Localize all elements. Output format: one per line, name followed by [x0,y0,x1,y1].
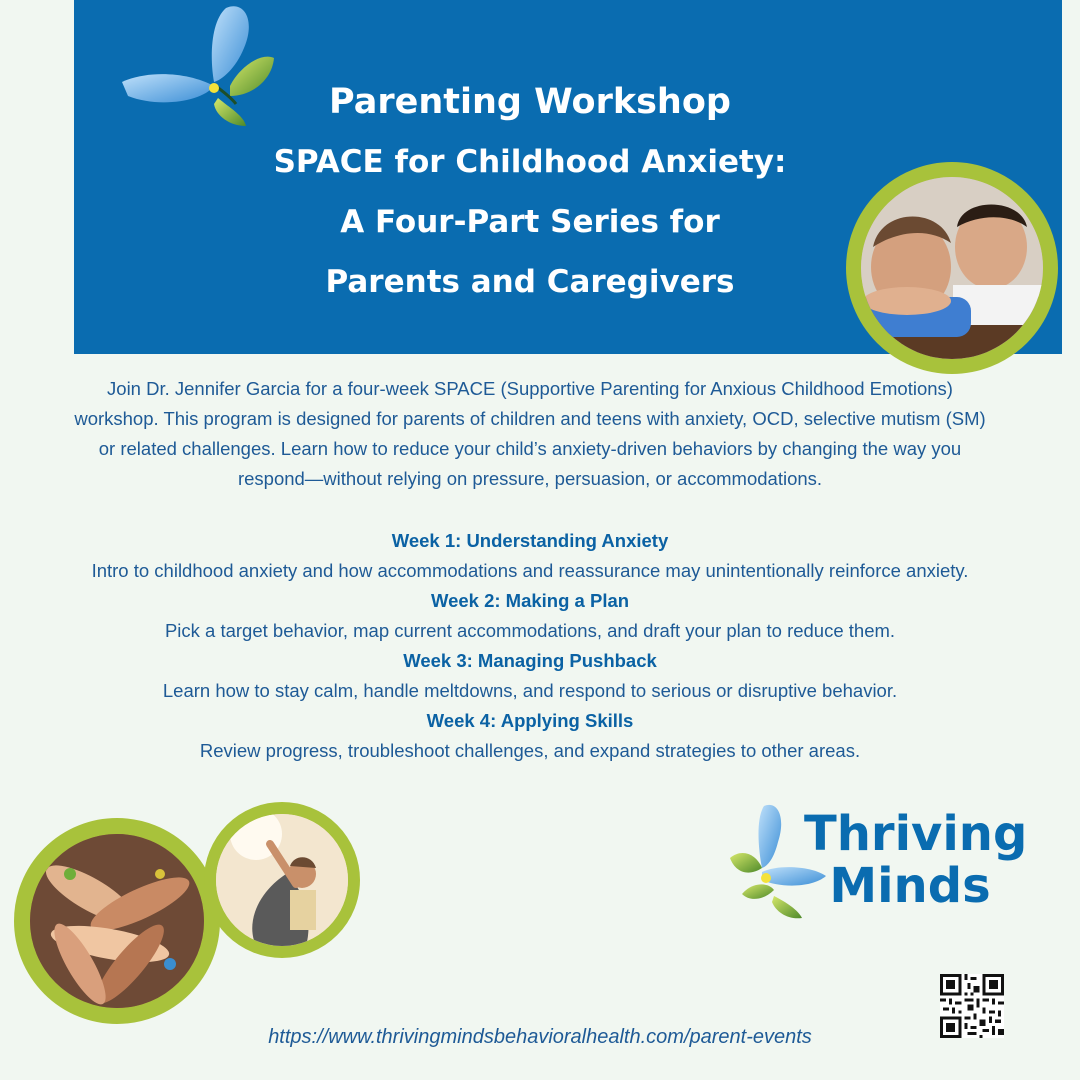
title-line-3: A Four-Part Series for [340,204,720,240]
title-line-1: Parenting Workshop [329,82,731,122]
week-3-description: Learn how to stay calm, handle meltdowns, and respond to serious or disruptive behavior. [162,680,898,701]
week-1-title: Week 1: Understanding Anxiety [391,530,669,551]
title-line-2: SPACE for Childhood Anxiety: [273,144,787,180]
workshop-title [270,72,790,312]
intro-paragraph: Join Dr. Jennifer Garcia for a four-week SPACE (Supportive Parenting for Anxious Childhood Emotions) workshop. This program is designed for parents of children and teens with anxiety, OCD, selective mutism (SM) or related challenges. Learn how to reduce your child’s anxiety-driven behaviors by changing the way you respond—without relying on pressure, persuasion, or accommodations. [74,378,986,489]
week-2-description: Pick a target behavior, map current accommodations, and draft your plan to reduce them. [164,620,896,641]
week-2-title: Week 2: Making a Plan [430,590,630,611]
logo-text-minds: Minds [829,858,991,914]
father-son-photo [846,162,1058,374]
week-4-title: Week 4: Applying Skills [426,710,634,731]
weekly-schedule [40,526,1020,766]
logo-text-thriving: Thriving [804,806,1028,862]
qr-code-icon[interactable] [940,974,1004,1038]
butterfly-logo-icon [118,0,278,130]
hands-together-photo [14,818,220,1024]
week-3-title: Week 3: Managing Pushback [403,650,657,671]
title-line-4: Parents and Caregivers [325,264,735,300]
week-1-description: Intro to childhood anxiety and how accommodations and reassurance may unintentionally reinforce anxiety. [91,560,969,581]
kid-superhero-photo [204,802,360,958]
week-4-description: Review progress, troubleshoot challenges, and expand strategies to other areas. [199,740,861,761]
event-url-link[interactable]: https://www.thrivingmindsbehavioralhealth.com/parent-events [268,1026,812,1048]
